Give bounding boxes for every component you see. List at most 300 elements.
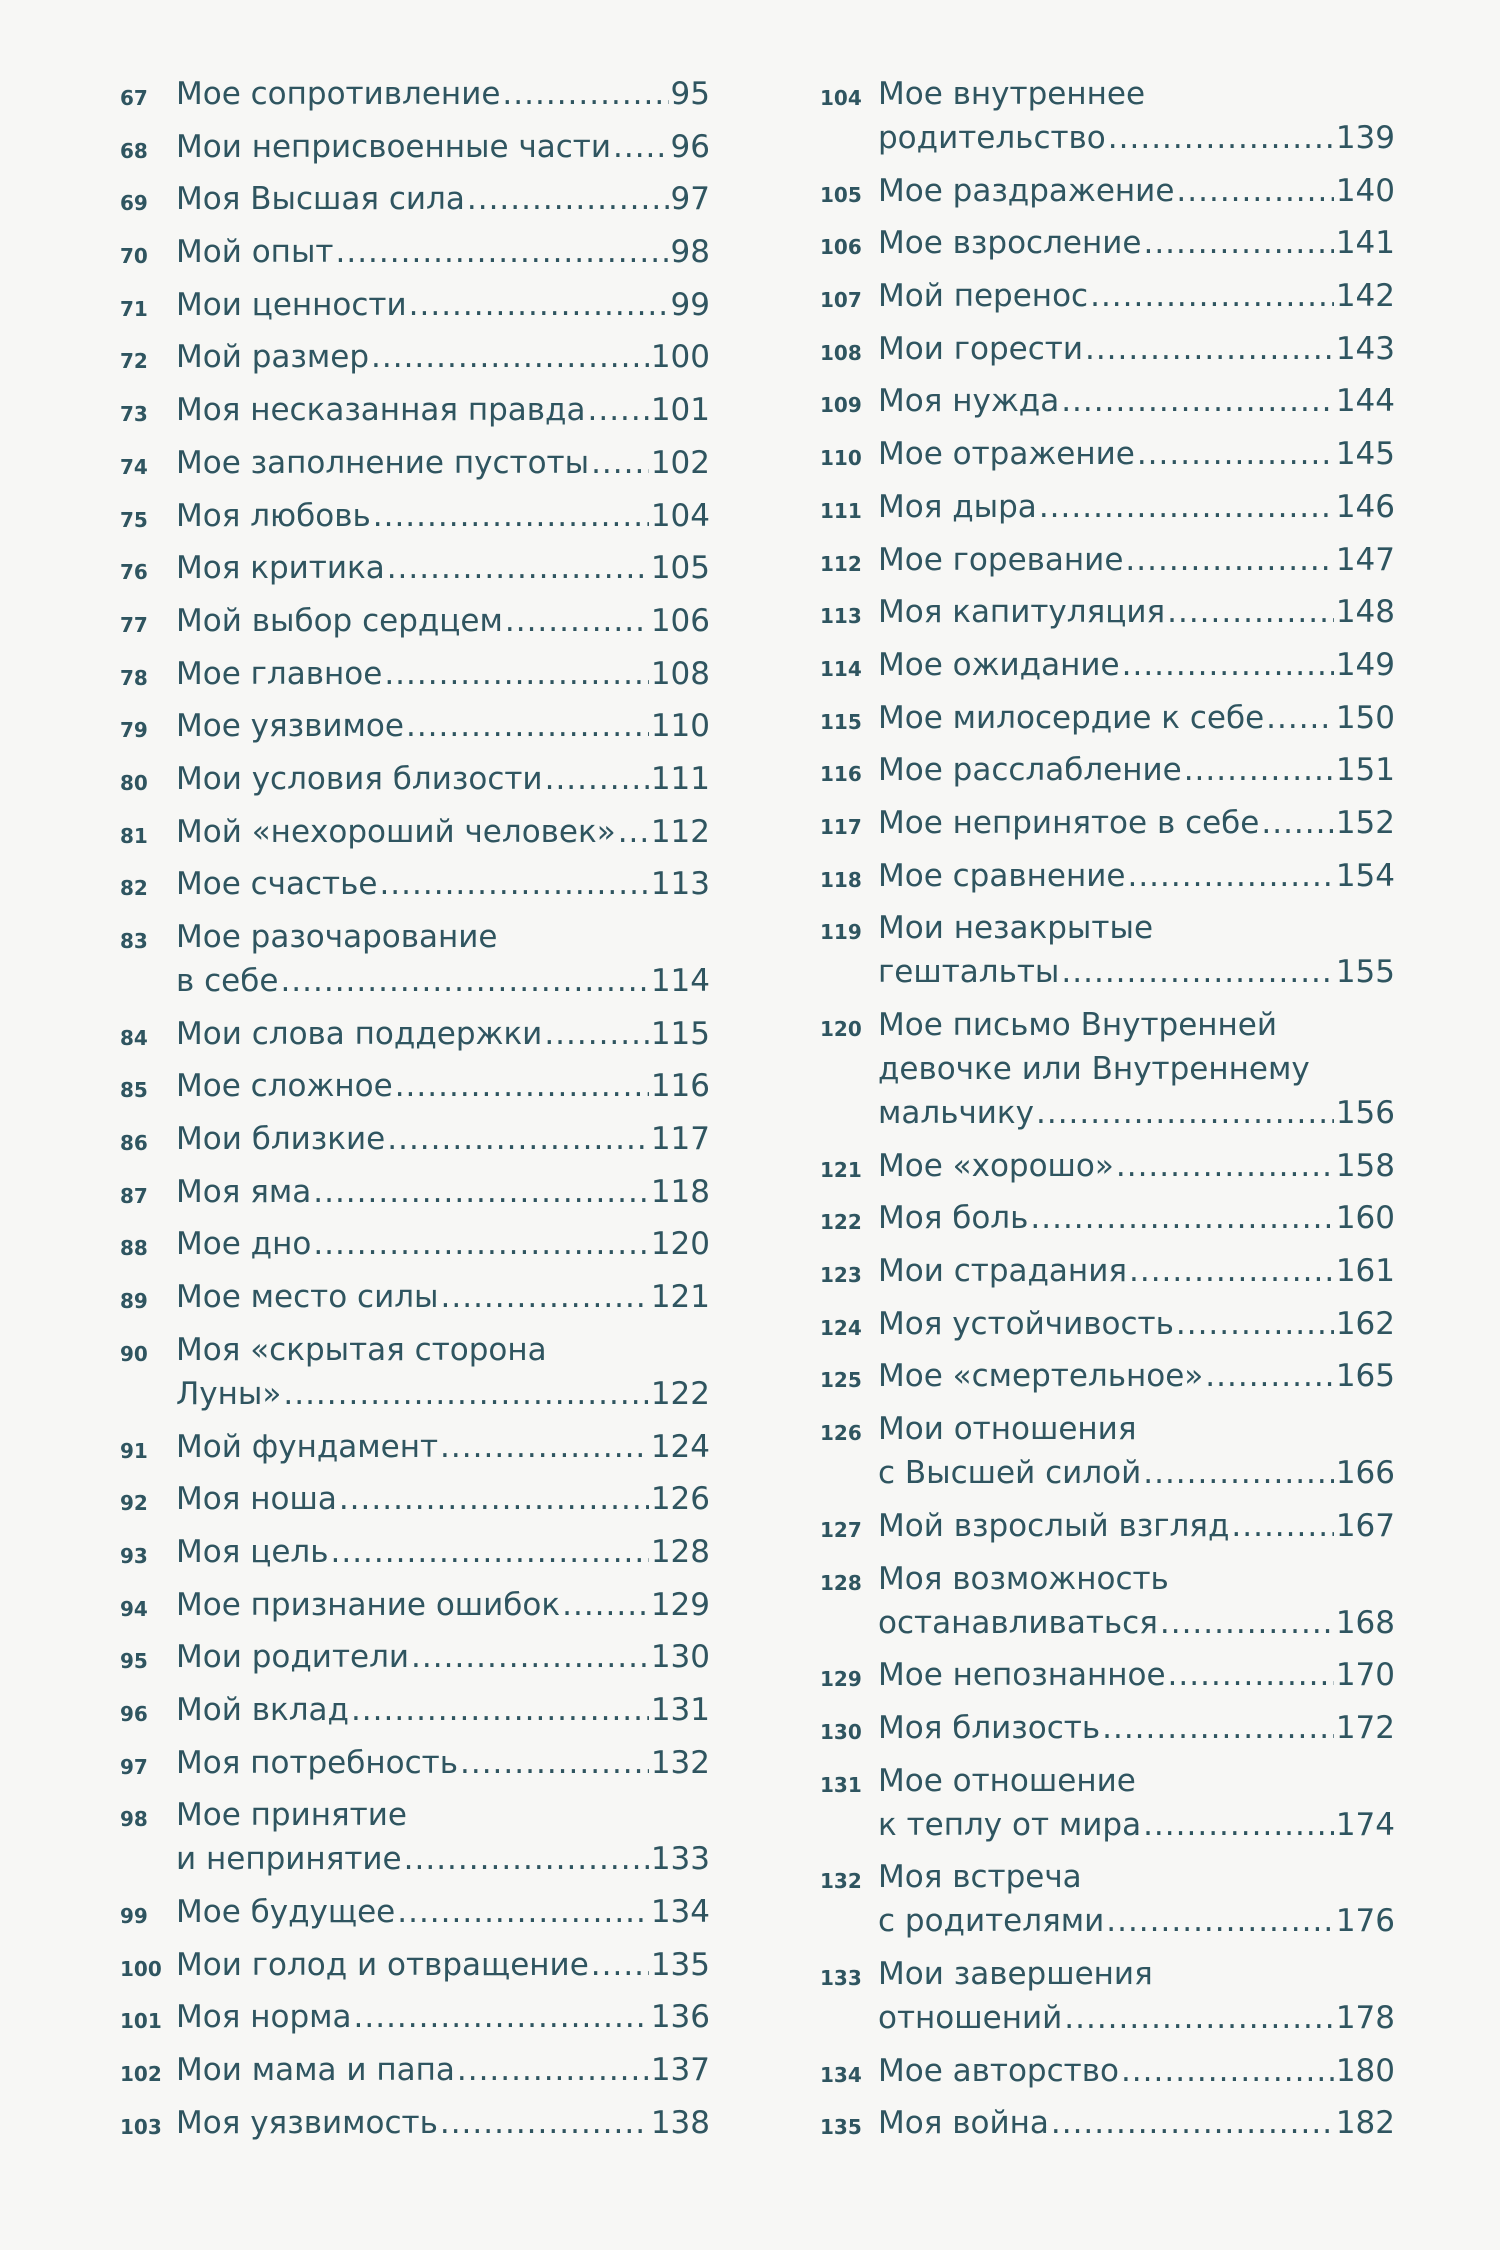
toc-leader-dots bbox=[440, 2101, 649, 2145]
toc-leader-dots bbox=[335, 230, 668, 274]
toc-entry bbox=[820, 1759, 1395, 1847]
toc-entry-page-number: 134 bbox=[650, 1894, 710, 1930]
toc-entry bbox=[120, 494, 710, 538]
toc-entry bbox=[820, 379, 1395, 423]
toc-entry-title: гештальты bbox=[878, 954, 1060, 991]
toc-entry bbox=[120, 1275, 710, 1319]
toc-entry-title-line: Мои незакрытые bbox=[878, 910, 1154, 947]
toc-leader-dots bbox=[460, 1741, 649, 1785]
toc-entry-page-number: 136 bbox=[650, 1999, 710, 2036]
toc-entry bbox=[820, 1354, 1395, 1398]
toc-entry-title: Моя Высшая сила bbox=[176, 181, 465, 218]
toc-entry-page-number: 97 bbox=[670, 181, 710, 218]
toc-leader-dots bbox=[1121, 2049, 1334, 2093]
toc-entry-title-line: Моя возможность bbox=[878, 1560, 1169, 1597]
toc-entry-title: останавливаться bbox=[878, 1604, 1158, 1641]
toc-leader-dots bbox=[330, 1530, 648, 1574]
toc-leader-dots bbox=[1127, 854, 1333, 898]
toc-leader-dots bbox=[591, 441, 649, 485]
toc-leader-dots bbox=[613, 125, 669, 169]
toc-entry-number: 82 bbox=[120, 876, 148, 901]
toc-entry-title-line: девочке или Внутреннему bbox=[878, 1051, 1310, 1087]
toc-entry-page-number: 129 bbox=[650, 1586, 710, 1623]
toc-entry bbox=[120, 1890, 710, 1934]
toc-entry-title: Моя потребность bbox=[176, 1744, 458, 1781]
toc-entry-page-number: 120 bbox=[650, 1226, 710, 1263]
toc-entry-page-number: 182 bbox=[1335, 2105, 1395, 2142]
toc-entry bbox=[120, 2101, 710, 2145]
toc-leader-dots bbox=[1167, 590, 1334, 634]
toc-entry-title: Мое непринятое в себе bbox=[878, 804, 1260, 841]
toc-entry-number: 134 bbox=[820, 2062, 862, 2087]
toc-entry-number: 87 bbox=[120, 1183, 148, 1208]
toc-entry-page-number: 135 bbox=[650, 1946, 710, 1983]
toc-leader-dots bbox=[1061, 379, 1334, 423]
toc-entry-number: 100 bbox=[120, 1956, 162, 1981]
toc-entry-title: Мой фундамент bbox=[176, 1428, 439, 1465]
toc-entry-number: 74 bbox=[120, 454, 148, 479]
toc-entry bbox=[120, 1688, 710, 1732]
toc-entry bbox=[120, 1477, 710, 1521]
toc-entry-page-number: 147 bbox=[1335, 541, 1395, 578]
toc-entry-title: Мой выбор сердцем bbox=[176, 602, 503, 639]
toc-entry-number: 73 bbox=[120, 402, 148, 427]
toc-entry-title: Мое расслабление bbox=[878, 752, 1182, 789]
toc-leader-dots bbox=[1137, 432, 1334, 476]
toc-leader-dots bbox=[387, 1117, 649, 1161]
toc-leader-dots bbox=[397, 1890, 649, 1934]
toc-entry bbox=[820, 1302, 1395, 1346]
toc-entry-number: 72 bbox=[120, 349, 148, 374]
toc-leader-dots bbox=[1205, 1354, 1334, 1398]
toc-entry-title: Мое отражение bbox=[878, 436, 1135, 473]
toc-entry bbox=[820, 432, 1395, 476]
toc-entry-title: Мое милосердие к себе bbox=[878, 699, 1265, 736]
toc-entry-page-number: 152 bbox=[1335, 804, 1395, 841]
toc-entry-number: 133 bbox=[820, 1965, 862, 1990]
toc-entry-title: Мои ценности bbox=[176, 286, 407, 323]
toc-entry-page-number: 172 bbox=[1335, 1709, 1395, 1746]
toc-entry-title-line: Моя встреча bbox=[878, 1859, 1082, 1896]
toc-entry-number: 83 bbox=[120, 929, 148, 953]
toc-entry-page-number: 105 bbox=[650, 550, 710, 587]
toc-entry-title: Моя критика bbox=[176, 550, 385, 587]
toc-entry-title: Моя уязвимость bbox=[176, 2104, 438, 2141]
toc-entry bbox=[120, 1583, 710, 1627]
toc-entry-title: Мой «нехороший человек» bbox=[176, 813, 616, 850]
toc-leader-dots bbox=[1102, 1706, 1334, 1750]
toc-entry-page-number: 166 bbox=[1335, 1455, 1395, 1492]
toc-entry-number: 120 bbox=[820, 1017, 862, 1041]
toc-leader-dots bbox=[313, 1170, 649, 1214]
toc-entry-title: Моя нужда bbox=[878, 383, 1060, 420]
toc-entry-number: 95 bbox=[120, 1649, 148, 1674]
toc-entry-number: 113 bbox=[820, 604, 862, 629]
toc-entry-number: 123 bbox=[820, 1263, 862, 1288]
toc-entry-page-number: 111 bbox=[650, 760, 710, 797]
toc-entry bbox=[120, 283, 710, 327]
toc-entry-number: 89 bbox=[120, 1289, 148, 1314]
toc-entry-title: Мое дно bbox=[176, 1226, 312, 1263]
toc-entry-number: 116 bbox=[820, 762, 862, 787]
toc-entry-title-line: Мои отношения bbox=[878, 1411, 1137, 1448]
toc-leader-dots bbox=[1176, 1302, 1334, 1346]
toc-entry bbox=[820, 1196, 1395, 1240]
toc-leader-dots bbox=[562, 1583, 649, 1627]
toc-leader-dots bbox=[618, 810, 649, 854]
toc-entry-title: Мои условия близости bbox=[176, 760, 543, 797]
toc-entry bbox=[120, 441, 710, 485]
toc-entry-title-line: Мое письмо Внутренней bbox=[878, 1007, 1278, 1043]
toc-leader-dots bbox=[1143, 1803, 1334, 1847]
toc-entry-number: 90 bbox=[120, 1341, 148, 1366]
toc-entry-title: Моя капитуляция bbox=[878, 594, 1166, 631]
toc-entry-title: и непринятие bbox=[176, 1841, 402, 1878]
toc-entry-page-number: 149 bbox=[1335, 646, 1395, 683]
toc-entry-title: Моя война bbox=[878, 2105, 1049, 2142]
toc-leader-dots bbox=[457, 2048, 649, 2092]
toc-leader-dots bbox=[544, 1012, 649, 1056]
toc-entry bbox=[120, 1328, 710, 1416]
toc-entry-page-number: 155 bbox=[1335, 954, 1395, 991]
toc-entry-page-number: 162 bbox=[1335, 1305, 1395, 1342]
toc-entry bbox=[820, 590, 1395, 634]
toc-entry-title: Мое сопротивление bbox=[176, 76, 501, 112]
toc-entry-page-number: 114 bbox=[650, 963, 710, 999]
toc-entry-number: 114 bbox=[820, 656, 862, 681]
toc-entry-title-line: Мое внутреннее bbox=[878, 76, 1146, 112]
toc-entry-title: Мои страдания bbox=[878, 1253, 1127, 1290]
toc-leader-dots bbox=[440, 1425, 649, 1469]
toc-entry bbox=[820, 1003, 1395, 1135]
toc-entry bbox=[820, 1504, 1395, 1548]
toc-entry-title: Мое заполнение пустоты bbox=[176, 444, 590, 481]
toc-entry-number: 131 bbox=[820, 1772, 862, 1797]
toc-entry-number: 117 bbox=[820, 814, 862, 839]
toc-entry bbox=[120, 652, 710, 696]
toc-entry-page-number: 137 bbox=[650, 2052, 710, 2089]
toc-leader-dots bbox=[395, 1064, 649, 1108]
toc-entry-title: Мое взросление bbox=[878, 225, 1142, 262]
toc-leader-dots bbox=[373, 494, 649, 538]
toc-entry-title: Мои родители bbox=[176, 1639, 410, 1676]
toc-entry-number: 77 bbox=[120, 612, 148, 637]
toc-entry-number: 126 bbox=[820, 1421, 862, 1446]
toc-entry bbox=[820, 2049, 1395, 2093]
toc-entry bbox=[820, 906, 1395, 994]
toc-entry-page-number: 138 bbox=[650, 2104, 710, 2141]
toc-entry bbox=[120, 1793, 710, 1881]
toc-leader-dots bbox=[411, 1635, 649, 1679]
toc-entry-title: Мои слова поддержки bbox=[176, 1015, 543, 1052]
toc-entry-number: 124 bbox=[820, 1315, 862, 1340]
toc-entry bbox=[820, 72, 1395, 160]
toc-entry bbox=[820, 327, 1395, 371]
toc-leader-dots bbox=[1261, 801, 1333, 845]
toc-entry bbox=[120, 1943, 710, 1987]
toc-entry bbox=[120, 1117, 710, 1161]
toc-leader-dots bbox=[1108, 116, 1334, 160]
toc-entry-title: Мое горевание bbox=[878, 541, 1124, 578]
toc-leader-dots bbox=[1129, 1249, 1334, 1293]
toc-entry-title-line: Моя «скрытая сторона bbox=[176, 1331, 547, 1368]
toc-entry bbox=[120, 810, 710, 854]
toc-entry-page-number: 113 bbox=[650, 866, 710, 903]
toc-entry-title: Мое «смертельное» bbox=[878, 1358, 1204, 1395]
toc-entry bbox=[820, 801, 1395, 845]
toc-entry-page-number: 112 bbox=[650, 813, 710, 850]
toc-leader-dots bbox=[1085, 327, 1334, 371]
toc-entry-title: Мое непознанное bbox=[878, 1657, 1166, 1694]
toc-leader-dots bbox=[1168, 1653, 1334, 1697]
toc-entry-page-number: 176 bbox=[1335, 1903, 1395, 1940]
toc-entry-page-number: 167 bbox=[1335, 1507, 1395, 1544]
toc-entry-number: 105 bbox=[820, 182, 862, 207]
toc-leader-dots bbox=[1125, 538, 1333, 582]
toc-leader-dots bbox=[339, 1477, 649, 1521]
toc-entry bbox=[820, 1952, 1395, 2040]
toc-entry-page-number: 170 bbox=[1335, 1657, 1395, 1694]
toc-entry-number: 127 bbox=[820, 1517, 862, 1542]
toc-leader-dots bbox=[1160, 1601, 1334, 1645]
toc-entry-title: Мои горести bbox=[878, 330, 1083, 367]
toc-entry-title: Мое уязвимое bbox=[176, 708, 404, 745]
toc-leader-dots bbox=[406, 704, 649, 748]
toc-entry-page-number: 116 bbox=[650, 1068, 710, 1105]
toc-entry bbox=[820, 485, 1395, 529]
toc-leader-dots bbox=[1266, 696, 1334, 740]
toc-entry-number: 85 bbox=[120, 1078, 148, 1103]
toc-leader-dots bbox=[505, 599, 649, 643]
toc-entry bbox=[120, 757, 710, 801]
toc-entry-title: Мое будущее bbox=[176, 1894, 396, 1930]
toc-leader-dots bbox=[1106, 1899, 1334, 1943]
toc-entry-title: Мой взрослый взгляд bbox=[878, 1507, 1230, 1544]
toc-entry-number: 68 bbox=[120, 138, 148, 163]
toc-entry-page-number: 126 bbox=[650, 1481, 710, 1518]
toc-entry-number: 71 bbox=[120, 296, 148, 321]
toc-entry bbox=[820, 1706, 1395, 1750]
toc-leader-dots bbox=[1061, 950, 1333, 994]
toc-entry bbox=[820, 748, 1395, 792]
toc-entry-page-number: 145 bbox=[1335, 436, 1395, 473]
toc-entry-number: 103 bbox=[120, 2114, 162, 2139]
toc-entry-title: мальчику bbox=[878, 1095, 1034, 1131]
toc-entry-title-line: Мое принятие bbox=[176, 1797, 407, 1834]
toc-entry-title: Моя несказанная правда bbox=[176, 392, 586, 429]
toc-leader-dots bbox=[384, 652, 649, 696]
toc-leader-dots bbox=[1036, 1091, 1334, 1135]
toc-entry bbox=[120, 1012, 710, 1056]
toc-entry bbox=[820, 854, 1395, 898]
toc-entry bbox=[120, 1425, 710, 1469]
toc-entry-title: Мой перенос bbox=[878, 278, 1089, 315]
toc-entry bbox=[820, 1557, 1395, 1645]
toc-entry bbox=[820, 274, 1395, 318]
toc-leader-dots bbox=[409, 283, 669, 327]
toc-entry-title: Мое счастье bbox=[176, 866, 378, 903]
toc-entry-number: 79 bbox=[120, 718, 148, 743]
toc-leader-dots bbox=[379, 862, 648, 906]
toc-entry-page-number: 118 bbox=[650, 1173, 710, 1210]
toc-leader-dots bbox=[1051, 2101, 1334, 2145]
toc-entry-number: 129 bbox=[820, 1667, 862, 1692]
toc-entry-number: 84 bbox=[120, 1025, 148, 1050]
toc-entry-title: Моя дыра bbox=[878, 488, 1037, 525]
toc-entry-page-number: 98 bbox=[670, 234, 710, 271]
toc-entry-number: 108 bbox=[820, 340, 862, 365]
toc-entry-page-number: 154 bbox=[1335, 857, 1395, 894]
toc-entry-page-number: 132 bbox=[650, 1744, 710, 1781]
toc-entry-page-number: 95 bbox=[670, 76, 710, 112]
toc-entry-number: 88 bbox=[120, 1236, 148, 1261]
toc-leader-dots bbox=[404, 1837, 649, 1881]
toc-entry-number: 97 bbox=[120, 1754, 148, 1779]
toc-entry-title: Мое раздражение bbox=[878, 172, 1175, 209]
toc-entry-number: 96 bbox=[120, 1701, 148, 1726]
toc-entry-page-number: 128 bbox=[650, 1533, 710, 1570]
toc-entry bbox=[120, 915, 710, 1003]
toc-entry-title: Мое авторство bbox=[878, 2052, 1119, 2089]
toc-entry-number: 122 bbox=[820, 1210, 862, 1235]
toc-entry-page-number: 180 bbox=[1335, 2052, 1395, 2089]
toc-leader-dots bbox=[441, 1275, 649, 1319]
toc-entry-page-number: 160 bbox=[1335, 1200, 1395, 1237]
toc-entry bbox=[820, 1144, 1395, 1188]
toc-entry-title: Мое «хорошо» bbox=[878, 1147, 1114, 1184]
toc-entry-number: 125 bbox=[820, 1368, 862, 1393]
toc-entry-number: 70 bbox=[120, 244, 148, 269]
toc-entry-title: Мой размер bbox=[176, 339, 370, 376]
toc-leader-dots bbox=[283, 1372, 648, 1416]
toc-entry-title: Луны» bbox=[176, 1375, 282, 1412]
toc-leader-dots bbox=[351, 1688, 649, 1732]
toc-leader-dots bbox=[587, 388, 648, 432]
toc-entry-title: Мои неприсвоенные части bbox=[176, 128, 611, 165]
toc-entry-page-number: 146 bbox=[1335, 488, 1395, 525]
toc-entry-page-number: 99 bbox=[670, 286, 710, 323]
toc-entry bbox=[820, 643, 1395, 687]
toc-entry-title: Моя норма bbox=[176, 1999, 352, 2036]
toc-entry bbox=[120, 388, 710, 432]
toc-entry-title: Мои голод и отвращение bbox=[176, 1946, 589, 1983]
toc-entry-title: отношений bbox=[878, 1999, 1063, 2036]
toc-entry bbox=[120, 125, 710, 169]
toc-entry-number: 81 bbox=[120, 823, 148, 848]
toc-entry bbox=[120, 177, 710, 221]
toc-entry-number: 99 bbox=[120, 1904, 148, 1928]
toc-entry-number: 115 bbox=[820, 709, 862, 734]
toc-leader-dots bbox=[1064, 1996, 1334, 2040]
toc-entry-title: Мой вклад bbox=[176, 1691, 349, 1728]
toc-entry bbox=[820, 169, 1395, 213]
toc-entry-number: 101 bbox=[120, 2009, 162, 2034]
toc-entry-page-number: 110 bbox=[650, 708, 710, 745]
toc-entry-number: 121 bbox=[820, 1157, 862, 1182]
toc-entry-title: Мое главное bbox=[176, 655, 383, 692]
toc-entry-page-number: 106 bbox=[650, 602, 710, 639]
toc-entry bbox=[120, 1222, 710, 1266]
toc-entry-number: 76 bbox=[120, 560, 148, 585]
toc-leader-dots bbox=[1184, 748, 1334, 792]
toc-entry-number: 80 bbox=[120, 770, 148, 795]
toc-entry bbox=[120, 1741, 710, 1785]
toc-entry-page-number: 178 bbox=[1335, 1999, 1395, 2036]
toc-leader-dots bbox=[545, 757, 649, 801]
toc-entry-title: родительство bbox=[878, 120, 1106, 156]
toc-entry bbox=[120, 1530, 710, 1574]
toc-entry bbox=[820, 538, 1395, 582]
toc-leader-dots bbox=[280, 959, 648, 1003]
toc-entry-title: с родителями bbox=[878, 1903, 1105, 1940]
toc-entry bbox=[120, 546, 710, 590]
toc-entry-number: 132 bbox=[820, 1869, 862, 1894]
toc-entry-number: 104 bbox=[820, 86, 862, 110]
toc-entry-number: 109 bbox=[820, 393, 862, 418]
toc-leader-dots bbox=[354, 1995, 649, 2039]
toc-entry-number: 111 bbox=[820, 498, 862, 523]
toc-entry-page-number: 148 bbox=[1335, 594, 1395, 631]
toc-entry-number: 119 bbox=[820, 920, 862, 945]
toc-leader-dots bbox=[1231, 1504, 1333, 1548]
toc-entry bbox=[120, 230, 710, 274]
toc-entry bbox=[120, 599, 710, 643]
toc-entry-number: 107 bbox=[820, 288, 862, 313]
toc-leader-dots bbox=[591, 1943, 649, 1987]
toc-leader-dots bbox=[1122, 643, 1334, 687]
toc-entry-page-number: 124 bbox=[650, 1428, 710, 1465]
toc-entry-title: Моя ноша bbox=[176, 1481, 337, 1518]
toc-entry-number: 93 bbox=[120, 1543, 148, 1568]
toc-entry-page-number: 131 bbox=[650, 1691, 710, 1728]
toc-leader-dots bbox=[1143, 1451, 1334, 1495]
toc-entry-number: 135 bbox=[820, 2115, 862, 2140]
toc-entry-title: к теплу от мира bbox=[878, 1806, 1142, 1843]
toc-entry-title: Мои близкие bbox=[176, 1121, 386, 1158]
toc-entry bbox=[820, 1855, 1395, 1943]
toc-left-column bbox=[120, 72, 710, 2145]
toc-entry-number: 112 bbox=[820, 551, 862, 576]
toc-entry-page-number: 121 bbox=[650, 1279, 710, 1316]
toc-entry bbox=[820, 221, 1395, 265]
toc-entry-number: 75 bbox=[120, 507, 148, 532]
toc-entry bbox=[120, 862, 710, 906]
toc-entry-page-number: 141 bbox=[1335, 225, 1395, 262]
toc-entry bbox=[820, 2101, 1395, 2145]
toc-entry-number: 86 bbox=[120, 1131, 148, 1156]
toc-entry-page-number: 144 bbox=[1335, 383, 1395, 420]
toc-entry-title-line: Мое отношение bbox=[878, 1762, 1136, 1799]
toc-entry-title-line: Мое разочарование bbox=[176, 919, 498, 955]
toc-leader-dots bbox=[1039, 485, 1334, 529]
toc-entry-number: 69 bbox=[120, 191, 148, 216]
toc-entry-number: 106 bbox=[820, 235, 862, 260]
toc-entry-page-number: 151 bbox=[1335, 752, 1395, 789]
toc-entry-title: Мое сложное bbox=[176, 1068, 393, 1105]
toc-entry-number: 102 bbox=[120, 2062, 162, 2087]
toc-entry bbox=[120, 335, 710, 379]
toc-entry-title: Моя устойчивость bbox=[878, 1305, 1174, 1342]
toc-leader-dots bbox=[502, 72, 668, 116]
toc-entry-number: 67 bbox=[120, 86, 148, 110]
toc-entry bbox=[120, 1064, 710, 1108]
toc-entry-title: в себе bbox=[176, 963, 279, 999]
toc-entry bbox=[820, 696, 1395, 740]
toc-entry-title: Моя близость bbox=[878, 1709, 1101, 1746]
toc-entry-page-number: 133 bbox=[650, 1841, 710, 1878]
toc-entry bbox=[120, 1170, 710, 1214]
toc-entry-title: Мое ожидание bbox=[878, 646, 1120, 683]
